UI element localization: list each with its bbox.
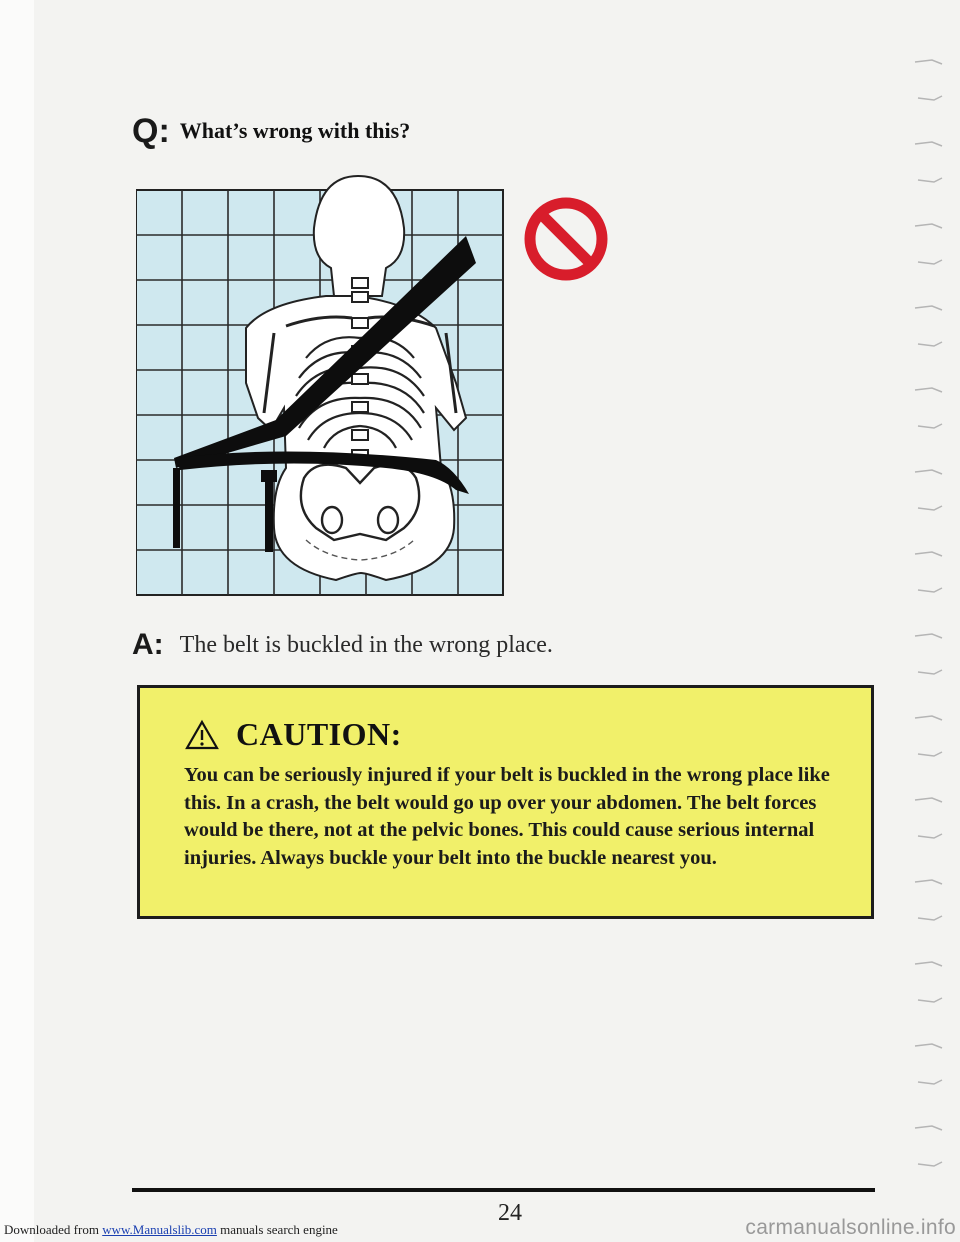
side-tab-mark (918, 1162, 942, 1166)
side-tab-mark (915, 880, 942, 884)
side-tab-mark (918, 834, 942, 838)
page-number: 24 (498, 1200, 522, 1226)
side-tab-mark (915, 306, 942, 310)
side-tab-mark (915, 552, 942, 556)
answer-text: The belt is buckled in the wrong place. (179, 632, 553, 658)
seatbelt-skeleton-illustration (136, 168, 506, 598)
side-tab-mark (918, 916, 942, 920)
side-tab-mark (915, 60, 942, 64)
question-label: Q: (132, 112, 170, 150)
side-tab-mark (915, 470, 942, 474)
watermark-text: carmanualsonline.info (745, 1216, 956, 1239)
question-line (132, 112, 410, 151)
footer-bar (0, 1216, 960, 1242)
side-tab-mark (918, 752, 942, 756)
side-tab-mark (915, 634, 942, 638)
side-tab-mark (915, 962, 942, 966)
footer-download-note (4, 1222, 338, 1238)
page-divider (132, 1188, 875, 1192)
side-tab-mark (918, 260, 942, 264)
question-text: What’s wrong with this? (179, 118, 411, 143)
footer-prefix: Downloaded from (4, 1222, 99, 1237)
answer-line (132, 628, 553, 662)
side-tab-mark (918, 998, 942, 1002)
caution-title: CAUTION: (236, 716, 402, 752)
side-tab-mark (918, 670, 942, 674)
side-tab-mark (918, 96, 942, 100)
side-tab-mark (918, 424, 942, 428)
footer-suffix: manuals search engine (220, 1222, 338, 1237)
manualslib-link[interactable]: www.Manualslib.com (102, 1222, 217, 1237)
side-tab-mark (918, 588, 942, 592)
caution-text: You can be seriously injured if your belt is buckled in the wrong place like this. In a crash, the belt would go up over your abdomen. The belt forces would be there, not at the pelvic bones. This could cause serious internal injuries. Always buckle your belt into the buckle nearest you. (184, 764, 830, 869)
side-tab-mark (915, 142, 942, 146)
side-tab-mark (915, 1126, 942, 1130)
caution-header (184, 716, 402, 753)
page-margin (0, 0, 34, 1242)
answer-label: A: (132, 628, 164, 661)
warning-triangle-icon (184, 719, 220, 751)
side-tab-mark (915, 798, 942, 802)
side-tab-mark (915, 224, 942, 228)
side-tab-marks (900, 0, 960, 1242)
prohibition-icon (516, 196, 616, 282)
side-tab-mark (915, 716, 942, 720)
side-tab-mark (918, 1080, 942, 1084)
side-tab-mark (915, 1044, 942, 1048)
caution-box (137, 685, 874, 919)
side-tab-mark (915, 388, 942, 392)
side-tab-mark (918, 506, 942, 510)
side-tab-mark (918, 342, 942, 346)
side-tab-mark (918, 178, 942, 182)
